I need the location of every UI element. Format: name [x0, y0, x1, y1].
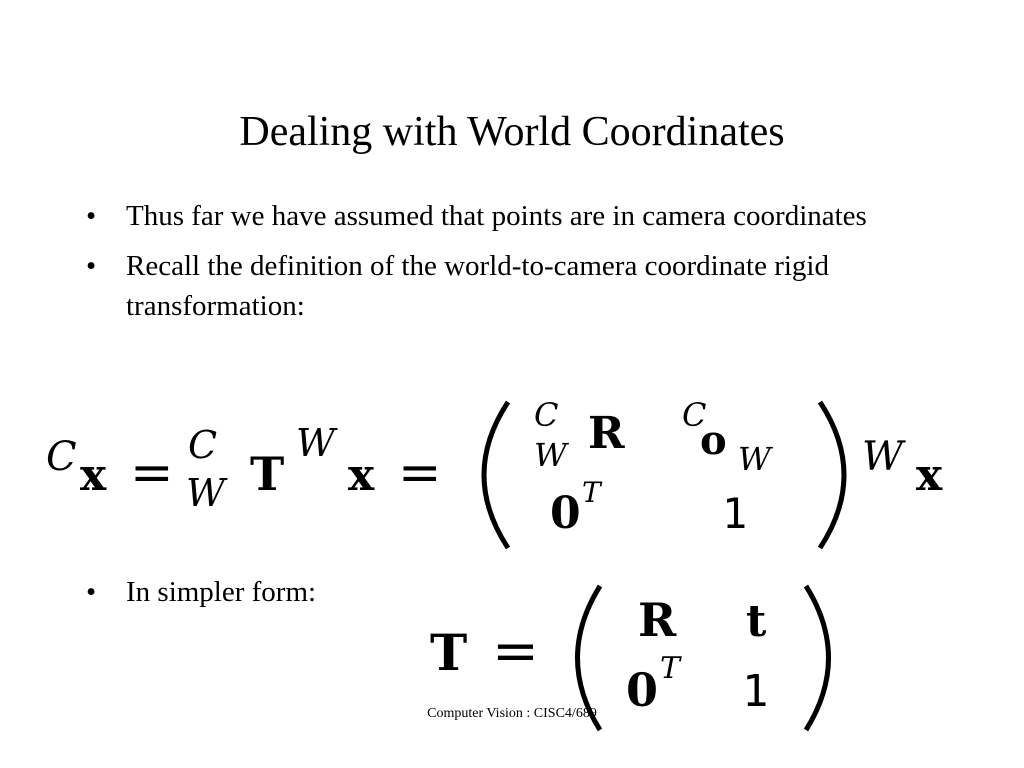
bullet-item [86, 572, 316, 612]
bullet-list [86, 196, 966, 336]
transpose-sup: T [660, 651, 681, 686]
bullet-text: Recall the definition of the world-to-camera coordinate rigid transformation: [126, 250, 829, 322]
sup-cal-c: C [188, 423, 218, 467]
bullet-item [86, 246, 966, 326]
sub-cal-w: W [738, 440, 771, 478]
sup-cal-w: W [296, 421, 336, 465]
slide-title: Dealing with World Coordinates [239, 109, 785, 155]
one-entry: 1 [722, 489, 748, 538]
sup-cal-w: W [862, 434, 904, 480]
sup-cal-c: C [682, 396, 707, 434]
x-vector: x [348, 450, 375, 501]
bullet-item [86, 196, 966, 236]
world-to-camera-equation [0, 390, 1024, 560]
right-paren [820, 402, 844, 548]
bullet-text: Thus far we have assumed that points are in camera coordinates [126, 200, 867, 232]
sub-cal-w: W [534, 436, 567, 474]
x-vector: x [80, 450, 107, 501]
R-matrix: R [638, 593, 677, 647]
zero-vector: 0 [626, 663, 659, 717]
left-paren [484, 402, 508, 548]
transpose-sup: T [582, 476, 601, 509]
T-matrix: T [430, 623, 468, 682]
t-vector: t [746, 596, 767, 647]
R-matrix: R [588, 408, 625, 459]
T-matrix: T [250, 447, 285, 501]
equals-sign: = [492, 619, 539, 684]
equals-sign: = [130, 443, 174, 503]
one-entry: 1 [742, 666, 769, 717]
x-vector: x [916, 450, 943, 501]
bullet-dot: • [86, 200, 97, 232]
slide-footer: Computer Vision : CISC4/689 [427, 706, 597, 721]
origin-vector: o [700, 417, 727, 464]
bullet-dot: • [86, 576, 97, 608]
sup-cal-c: C [534, 396, 559, 434]
bullet-dot: • [86, 250, 97, 282]
bullet-text: In simpler form: [126, 576, 317, 608]
zero-vector: 0 [550, 488, 581, 539]
sub-cal-w: W [186, 471, 226, 515]
sup-cal-c: C [46, 434, 77, 480]
equals-sign: = [398, 443, 442, 503]
